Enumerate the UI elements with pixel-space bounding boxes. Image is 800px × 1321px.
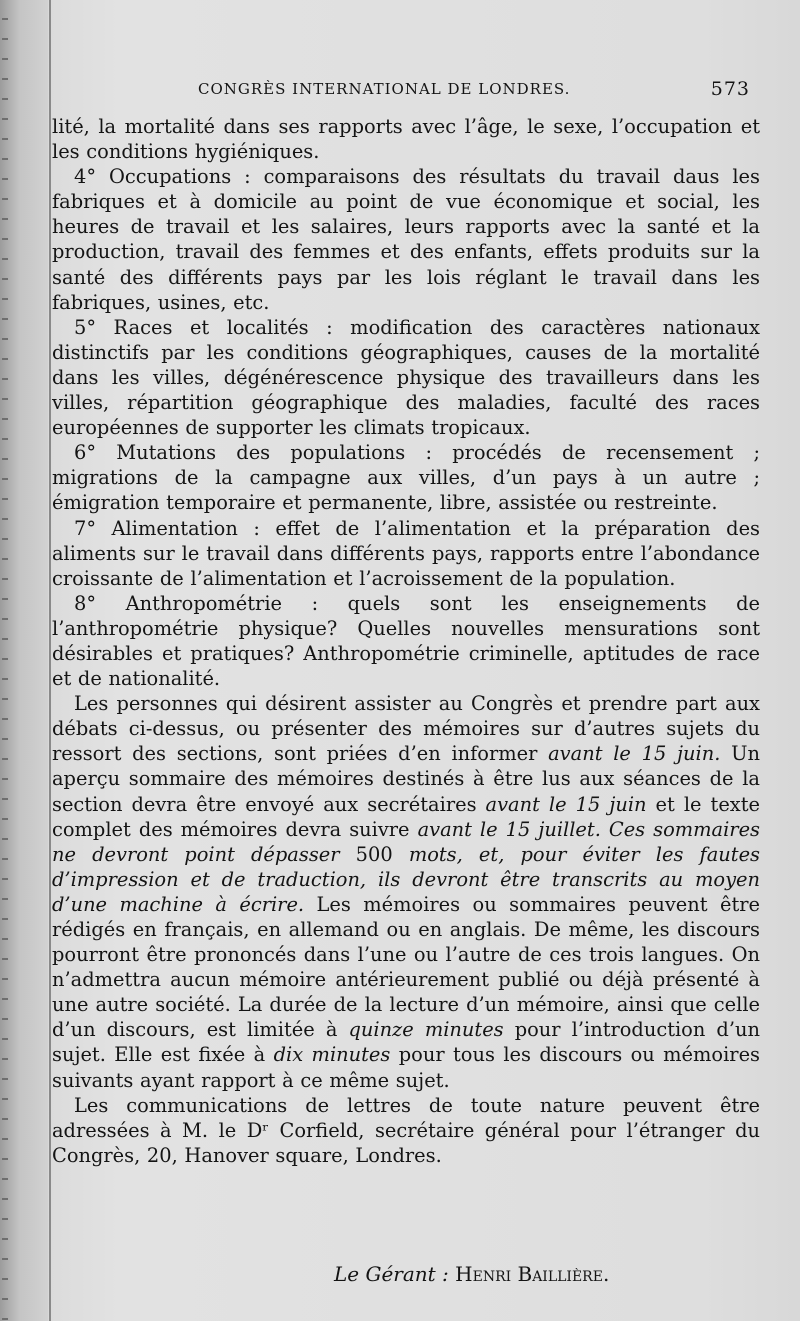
italic-instruction: avant le 15 juillet. Ces sommaires ne devront point dépasser [52, 817, 761, 866]
paragraph-continuation: lité, la mortalité dans ses rapports avec l’âge, le sexe, l’occupation et les conditions hygiéniques. [52, 115, 760, 164]
running-title: CONGRÈS INTERNATIONAL DE LONDRES. [198, 80, 571, 98]
text-segment: pour l’introduction d’un sujet. Elle est fixée à [52, 1018, 760, 1067]
text-segment: pour tous les discours ou mémoires suivants ayant rapport à ce même sujet. [52, 1043, 760, 1092]
gutter-line [49, 0, 51, 1321]
paragraph-alimentation: 7° Alimentation : effet de l’alimentation et la préparation des aliments sur le travail dans différents pays, rapports entre l’abondance croissante de l’alimentation et l’acroissement de la population. [52, 516, 760, 590]
italic-duration: quinze minutes [348, 1018, 504, 1042]
italic-date: avant le 15 juin. [548, 742, 721, 766]
text-segment: Un aperçu sommaire des mémoires destinés à être lus aux séances de la section devra être envoyé aux secrétaires [52, 742, 760, 816]
text-segment: Les mémoires ou sommaires peuvent être rédigés en français, en allemand ou en anglais. De même, les discours pourront être prononcés dans l’une ou l’autre de ces trois langues. On n’admettra aucun mémoire antérieurement publié ou déjà présenté à une autre société. La durée de la lecture d’un mémoire, ainsi que celle d’un discours, est limitée à [52, 892, 760, 1042]
paragraph-anthropometrie: 8° Anthropométrie : quels sont les enseignements de l’anthropométrie physique? Quelles nouvelles mensurations sont désirables et pratiques? Anthropométrie criminelle, aptitudes de race et de nationalité. [52, 591, 760, 691]
italic-duration: dix minutes [273, 1043, 391, 1067]
paragraph-mutations: 6° Mutations des populations : procédés de recensement ; migrations de la campagne aux villes, d’un pays à un autre ; émigration temporaire et permanente, libre, assistée ou restreinte. [52, 441, 760, 515]
paragraph-occupations: 4° Occupations : comparaisons des résultats du travail daus les fabriques et à domicile au point de vue économique et social, les heures de travail et les salaires, leurs rapports avec la santé et la production, travail des femmes et des enfants, effets produits sur la santé des différents pays par les lois réglant le travail dans les fabriques, usines, etc. [52, 165, 760, 314]
signature-name: Henri Baillière. [455, 1262, 610, 1286]
binding-marks [2, 0, 8, 1321]
italic-date: avant le 15 juin [485, 792, 647, 816]
running-header [198, 76, 750, 104]
paragraph-races: 5° Races et localités : modification des caractères nationaux distinctifs par les conditions géographiques, causes de la mortalité dans les villes, dégénérescence physique des travailleurs dans les villes, répartition géographique des maladies, faculté des races européennes de supporter les climats tropicaux. [52, 315, 760, 440]
text-segment: et le texte complet des mémoires devra suivre [52, 792, 760, 841]
text-segment: Les personnes qui désirent assister au Congrès et prendre part aux débats ci-dessus, ou présenter des mémoires sur d’autres sujets du ressort des sections, sont priées d’en informer [52, 692, 760, 766]
text-segment: 500 [339, 842, 409, 866]
signature-role: Le Gérant : [334, 1262, 449, 1286]
page-number: 573 [710, 78, 750, 100]
paragraph-participation [52, 691, 760, 1093]
publisher-signature [334, 1262, 754, 1286]
italic-instruction: mots, et, pour éviter les fautes d’impression et de traduction, ils devront être transcrits au moyen d’une machine à écrire. [52, 842, 760, 916]
paragraph-communications: Les communications de lettres de toute nature peuvent être adressées à M. le Dʳ Corfield, secrétaire général pour l’étranger du Congrès, 20, Hanover square, Londres. [52, 1093, 760, 1167]
page-body [52, 114, 760, 1168]
